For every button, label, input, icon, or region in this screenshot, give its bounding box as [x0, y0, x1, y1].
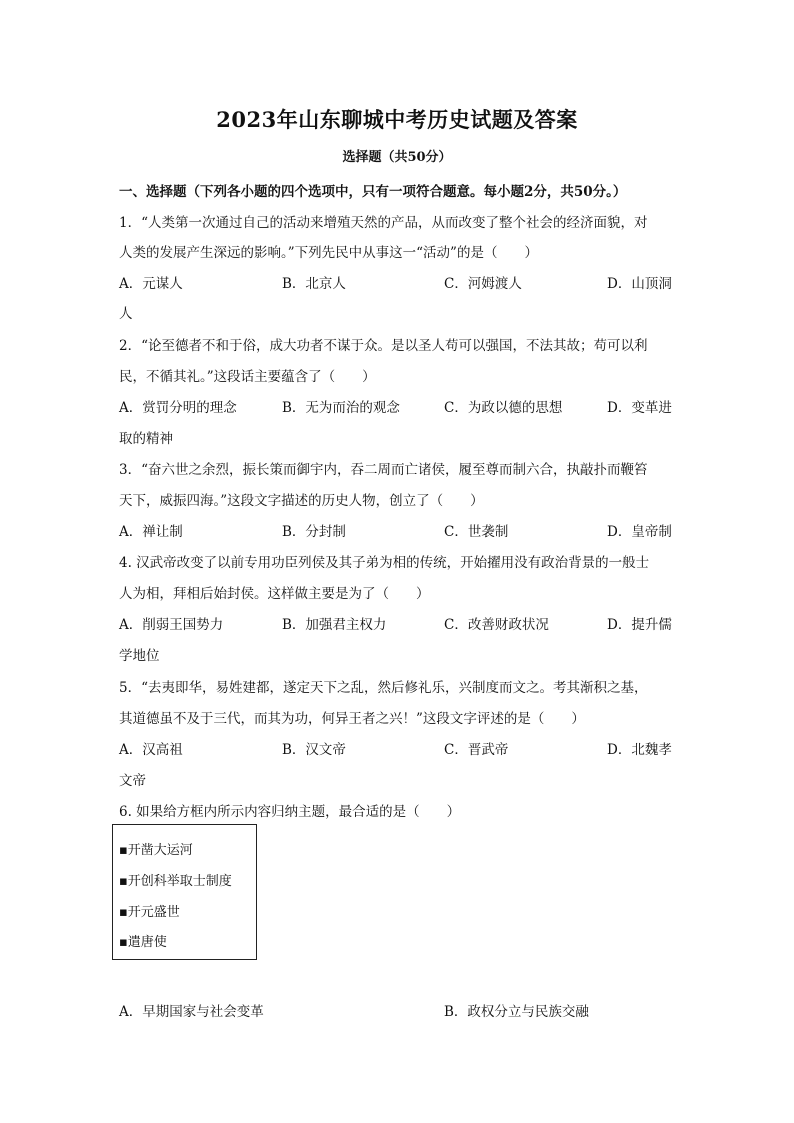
question-1-line-1: 1．“人类第一次通过自己的活动来增殖天然的产品，从而改变了整个社会的经济面貌，对: [119, 215, 648, 231]
question-3-option-c: C．世袭制: [444, 524, 509, 540]
question-5-option-a: A．汉高祖: [119, 742, 183, 758]
question-4-option-d-wrap: 学地位: [119, 648, 160, 664]
question-3-option-d: D．皇帝制: [607, 524, 672, 540]
question-5-line-2: 其道德虽不及于三代，而其为功，何异王者之兴！”这段文字评述的是（ ）: [119, 711, 585, 727]
question-3-option-b: B．分封制: [282, 524, 346, 540]
question-3-line-1: 3．“奋六世之余烈，振长策而御宇内，吞二周而亡诸侯，履至尊而制六合，执敲扑而鞭笞: [119, 462, 648, 478]
question-1-option-d: D．山顶洞: [607, 276, 672, 292]
section-heading: 一、选择题（下列各小题的四个选项中，只有一项符合题意。每小题2分，共50分。）: [119, 184, 627, 200]
question-1-option-d-wrap: 人: [119, 306, 133, 322]
question-1-option-c: C．河姆渡人: [444, 276, 522, 292]
box-item: ▪遣唐使: [119, 935, 167, 950]
question-6-line-1: 6. 如果给方框内所示内容归纳主题，最合适的是（ ）: [119, 804, 461, 820]
question-1-line-2: 人类的发展产生深远的影响。”下列先民中从事这一“活动”的是（ ）: [119, 245, 538, 261]
question-5-option-d: D．北魏孝: [607, 742, 672, 758]
question-2-option-d: D．变革进: [607, 400, 672, 416]
question-2-line-2: 民，不循其礼。”这段话主要蕴含了（ ）: [119, 369, 376, 385]
question-3-line-2: 天下，威振四海。”这段文字描述的历史人物，创立了（ ）: [119, 493, 484, 509]
question-4-option-a: A．削弱王国势力: [119, 617, 224, 633]
question-5-option-c: C．晋武帝: [444, 742, 509, 758]
box-item: ▪开元盛世: [119, 905, 180, 920]
question-4-line-1: 4. 汉武帝改变了以前专用功臣列侯及其子弟为相的传统，开始擢用没有政治背景的一般士: [119, 555, 650, 571]
question-4-line-2: 人为相，拜相后始封侯。这样做主要是为了（ ）: [119, 586, 430, 602]
question-5-option-d-wrap: 文帝: [119, 773, 146, 789]
page-title: 2023年山东聊城中考历史试题及答案: [216, 107, 578, 132]
question-5-option-b: B．汉文帝: [282, 742, 346, 758]
box-item: ▪开凿大运河: [119, 843, 193, 858]
question-1-option-a: A．元谋人: [119, 276, 183, 292]
question-6-option-b: B．政权分立与民族交融: [444, 1004, 589, 1020]
question-4-option-b: B．加强君主权力: [282, 617, 387, 633]
question-4-option-c: C．改善财政状况: [444, 617, 549, 633]
question-4-option-d: D．提升儒: [607, 617, 672, 633]
question-2-option-a: A．赏罚分明的理念: [119, 400, 237, 416]
question-2-option-c: C．为政以德的思想: [444, 400, 563, 416]
question-1-option-b: B．北京人: [282, 276, 346, 292]
question-2-option-b: B．无为而治的观念: [282, 400, 400, 416]
question-6-option-a: A．早期国家与社会变革: [119, 1004, 264, 1020]
box-item: ▪开创科举取士制度: [119, 874, 232, 889]
question-2-option-d-wrap: 取的精神: [119, 431, 173, 447]
section-subtitle: 选择题（共50分）: [342, 150, 452, 165]
summary-box: [112, 824, 257, 960]
question-3-option-a: A．禅让制: [119, 524, 183, 540]
question-2-line-1: 2．“论至德者不和于俗，成大功者不谋于众。是以圣人苟可以强国，不法其故；苟可以利: [119, 338, 648, 354]
question-5-line-1: 5．“去夷即华，易姓建都，遂定天下之乱，然后修礼乐，兴制度而文之。考其渐积之基，: [119, 680, 648, 696]
